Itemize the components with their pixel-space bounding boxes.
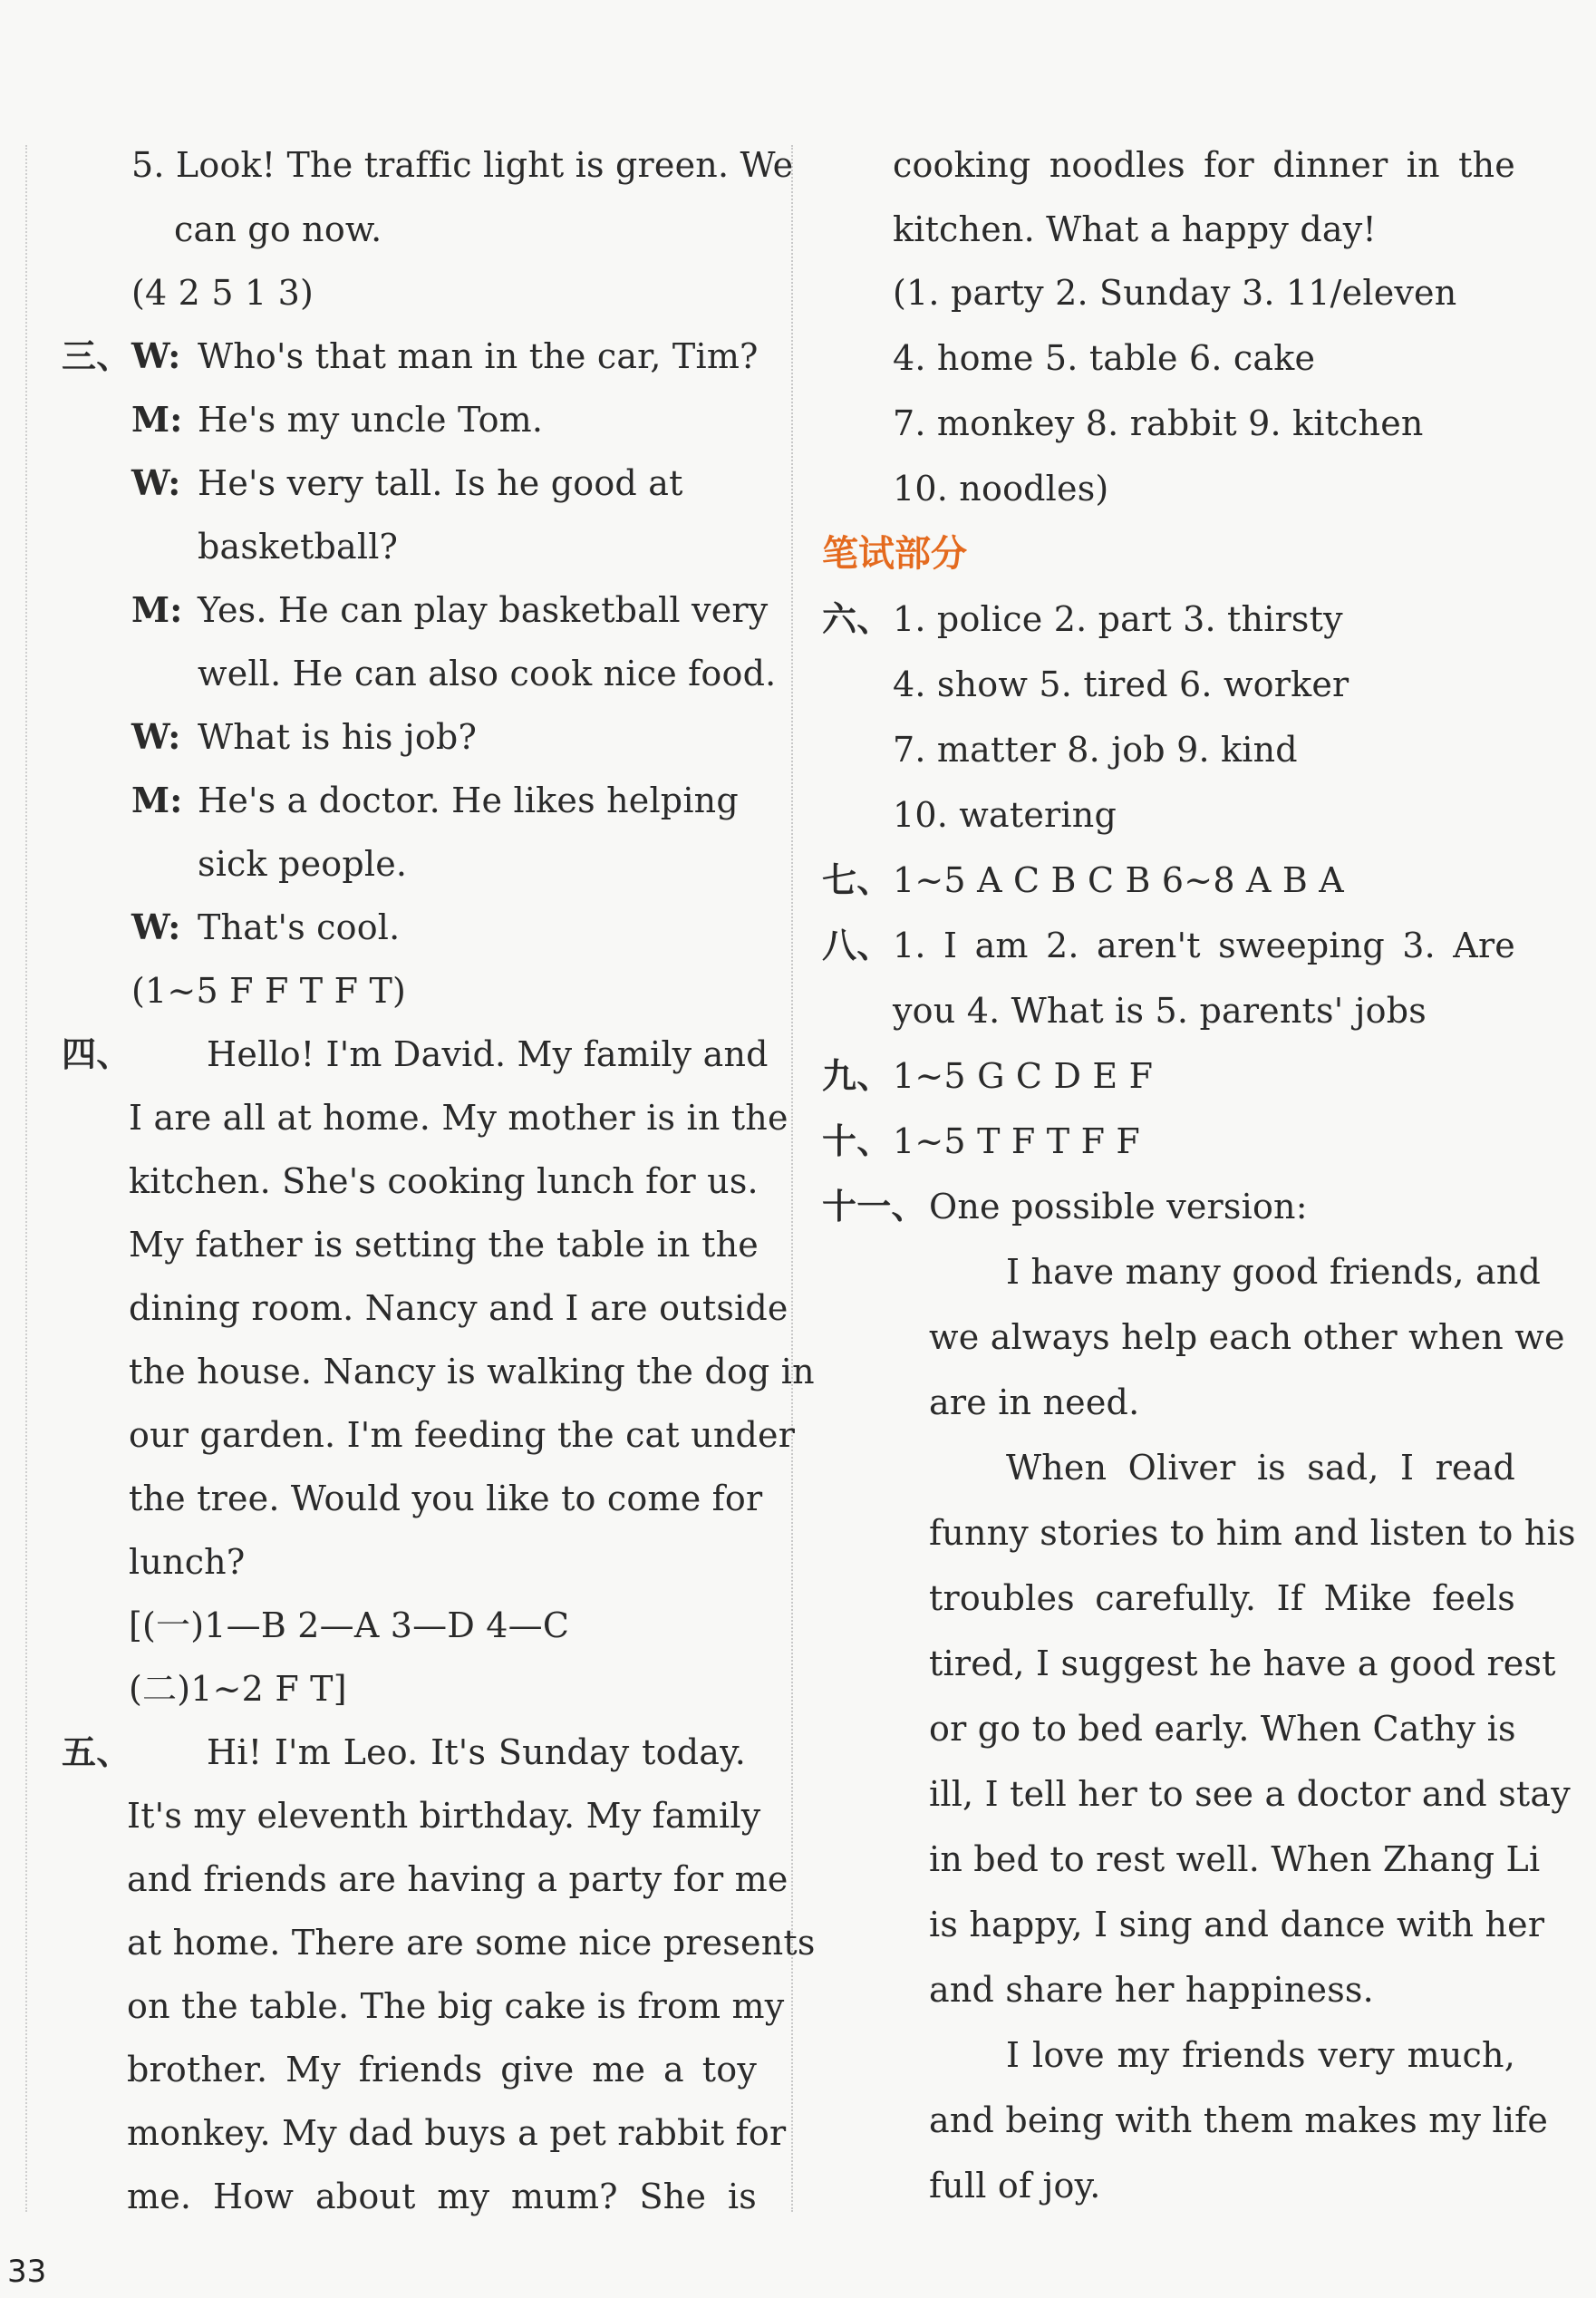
text-line: 5. Look! The traffic light is green. We bbox=[131, 145, 794, 185]
left-margin-dots bbox=[25, 145, 27, 2212]
text-line: at home. There are some nice presents bbox=[127, 1923, 816, 1963]
text-line: Hi! I'm Leo. It's Sunday today. bbox=[207, 1732, 746, 1772]
section-label-6: 六、 bbox=[822, 599, 892, 639]
text-line: brother. My friends give me a toy bbox=[127, 2050, 757, 2090]
essay-line: troubles carefully. If Mike feels bbox=[929, 1578, 1515, 1618]
speaker-label: W: bbox=[131, 716, 181, 757]
speaker-label: M: bbox=[131, 780, 183, 820]
text-line: What is his job? bbox=[198, 717, 478, 757]
speaker-label: M: bbox=[131, 399, 183, 440]
essay-line: in bed to rest well. When Zhang Li bbox=[929, 1839, 1541, 1879]
text-line: the house. Nancy is walking the dog in bbox=[129, 1352, 815, 1391]
section-label-11: 十一、 bbox=[822, 1187, 926, 1227]
text-line: and friends are having a party for me bbox=[127, 1859, 788, 1899]
answer-line: 1~5 T F T F F bbox=[893, 1121, 1140, 1161]
answer-line: 1. I am 2. aren't sweeping 3. Are bbox=[893, 926, 1515, 965]
text-line: Hello! I'm David. My family and bbox=[207, 1034, 769, 1074]
text-line: Yes. He can play basketball very bbox=[198, 590, 769, 630]
section-label-9: 九、 bbox=[822, 1056, 892, 1096]
section-label-10: 十、 bbox=[822, 1121, 892, 1161]
speaker-label: M: bbox=[131, 589, 183, 630]
text-line: sick people. bbox=[198, 844, 408, 884]
text-line: I are all at home. My mother is in the bbox=[129, 1098, 788, 1138]
text-line: me. How about my mum? She is bbox=[127, 2177, 757, 2216]
column-divider bbox=[791, 145, 793, 2212]
text-line: One possible version: bbox=[929, 1187, 1308, 1227]
text-line: well. He can also cook nice food. bbox=[198, 654, 777, 693]
answer-line: 10. noodles) bbox=[893, 469, 1109, 509]
answer-line: [(一)1—B 2—A 3—D 4—C bbox=[129, 1605, 570, 1645]
essay-line: are in need. bbox=[929, 1382, 1140, 1422]
answer-line: 4. home 5. table 6. cake bbox=[893, 338, 1316, 378]
text-line: monkey. My dad buys a pet rabbit for bbox=[127, 2113, 787, 2153]
section-label-4: 四、 bbox=[62, 1034, 131, 1074]
text-line: He's very tall. Is he good at bbox=[198, 463, 683, 503]
answer-line: you 4. What is 5. parents' jobs bbox=[893, 991, 1427, 1031]
answer-line: 4. show 5. tired 6. worker bbox=[893, 664, 1349, 704]
essay-line: or go to bed early. When Cathy is bbox=[929, 1709, 1516, 1749]
text-line: the tree. Would you like to come for bbox=[129, 1479, 763, 1518]
essay-line: tired, I suggest he have a good rest bbox=[929, 1644, 1556, 1683]
section-label-7: 七、 bbox=[822, 860, 892, 900]
section-label-3: 三、 bbox=[62, 336, 131, 376]
answer-line: 7. matter 8. job 9. kind bbox=[893, 730, 1298, 770]
text-line: lunch? bbox=[129, 1542, 246, 1582]
essay-line: and being with them makes my life bbox=[929, 2100, 1549, 2140]
section-heading-written: 笔试部分 bbox=[822, 533, 967, 575]
answer-line: (二)1~2 F T] bbox=[129, 1669, 347, 1709]
essay-line: I love my friends very much, bbox=[1006, 2035, 1515, 2075]
answer-line: 7. monkey 8. rabbit 9. kitchen bbox=[893, 403, 1424, 443]
text-line: can go now. bbox=[174, 209, 382, 249]
essay-line: and share her happiness. bbox=[929, 1970, 1374, 2010]
text-line: He's a doctor. He likes helping bbox=[198, 781, 739, 820]
essay-line: full of joy. bbox=[929, 2166, 1101, 2206]
essay-line: When Oliver is sad, I read bbox=[1006, 1448, 1515, 1488]
essay-line: I have many good friends, and bbox=[1006, 1252, 1542, 1292]
text-line: Who's that man in the car, Tim? bbox=[198, 336, 759, 376]
answer-line: (4 2 5 1 3) bbox=[131, 273, 314, 313]
text-line: our garden. I'm feeding the cat under bbox=[129, 1415, 796, 1455]
text-line: My father is setting the table in the bbox=[129, 1225, 759, 1265]
text-line: kitchen. What a happy day! bbox=[893, 209, 1377, 249]
essay-line: ill, I tell her to see a doctor and stay bbox=[929, 1774, 1571, 1814]
speaker-label: W: bbox=[131, 907, 181, 947]
text-line: dining room. Nancy and I are outside bbox=[129, 1288, 788, 1328]
essay-line: we always help each other when we bbox=[929, 1317, 1565, 1357]
speaker-label: W: bbox=[131, 335, 181, 376]
text-line: cooking noodles for dinner in the bbox=[893, 145, 1515, 185]
text-line: It's my eleventh birthday. My family bbox=[127, 1796, 761, 1836]
text-line: basketball? bbox=[198, 527, 399, 567]
answer-line: 10. watering bbox=[893, 795, 1117, 835]
answer-line: 1. police 2. part 3. thirsty bbox=[893, 599, 1343, 639]
text-line: kitchen. She's cooking lunch for us. bbox=[129, 1161, 759, 1201]
text-line: That's cool. bbox=[198, 907, 401, 947]
section-label-8: 八、 bbox=[822, 926, 892, 965]
text-line: on the table. The big cake is from my bbox=[127, 1986, 785, 2026]
text-line: He's my uncle Tom. bbox=[198, 400, 544, 440]
page-number: 33 bbox=[7, 2254, 47, 2290]
answer-line: 1~5 G C D E F bbox=[893, 1056, 1154, 1096]
answer-line: (1. party 2. Sunday 3. 11/eleven bbox=[893, 273, 1457, 313]
speaker-label: W: bbox=[131, 462, 181, 503]
section-label-5: 五、 bbox=[62, 1732, 131, 1772]
essay-line: funny stories to him and listen to his bbox=[929, 1513, 1576, 1553]
answer-line: 1~5 A C B C B 6~8 A B A bbox=[893, 860, 1344, 900]
essay-line: is happy, I sing and dance with her bbox=[929, 1905, 1545, 1944]
answer-line: (1~5 F F T F T) bbox=[131, 971, 407, 1011]
